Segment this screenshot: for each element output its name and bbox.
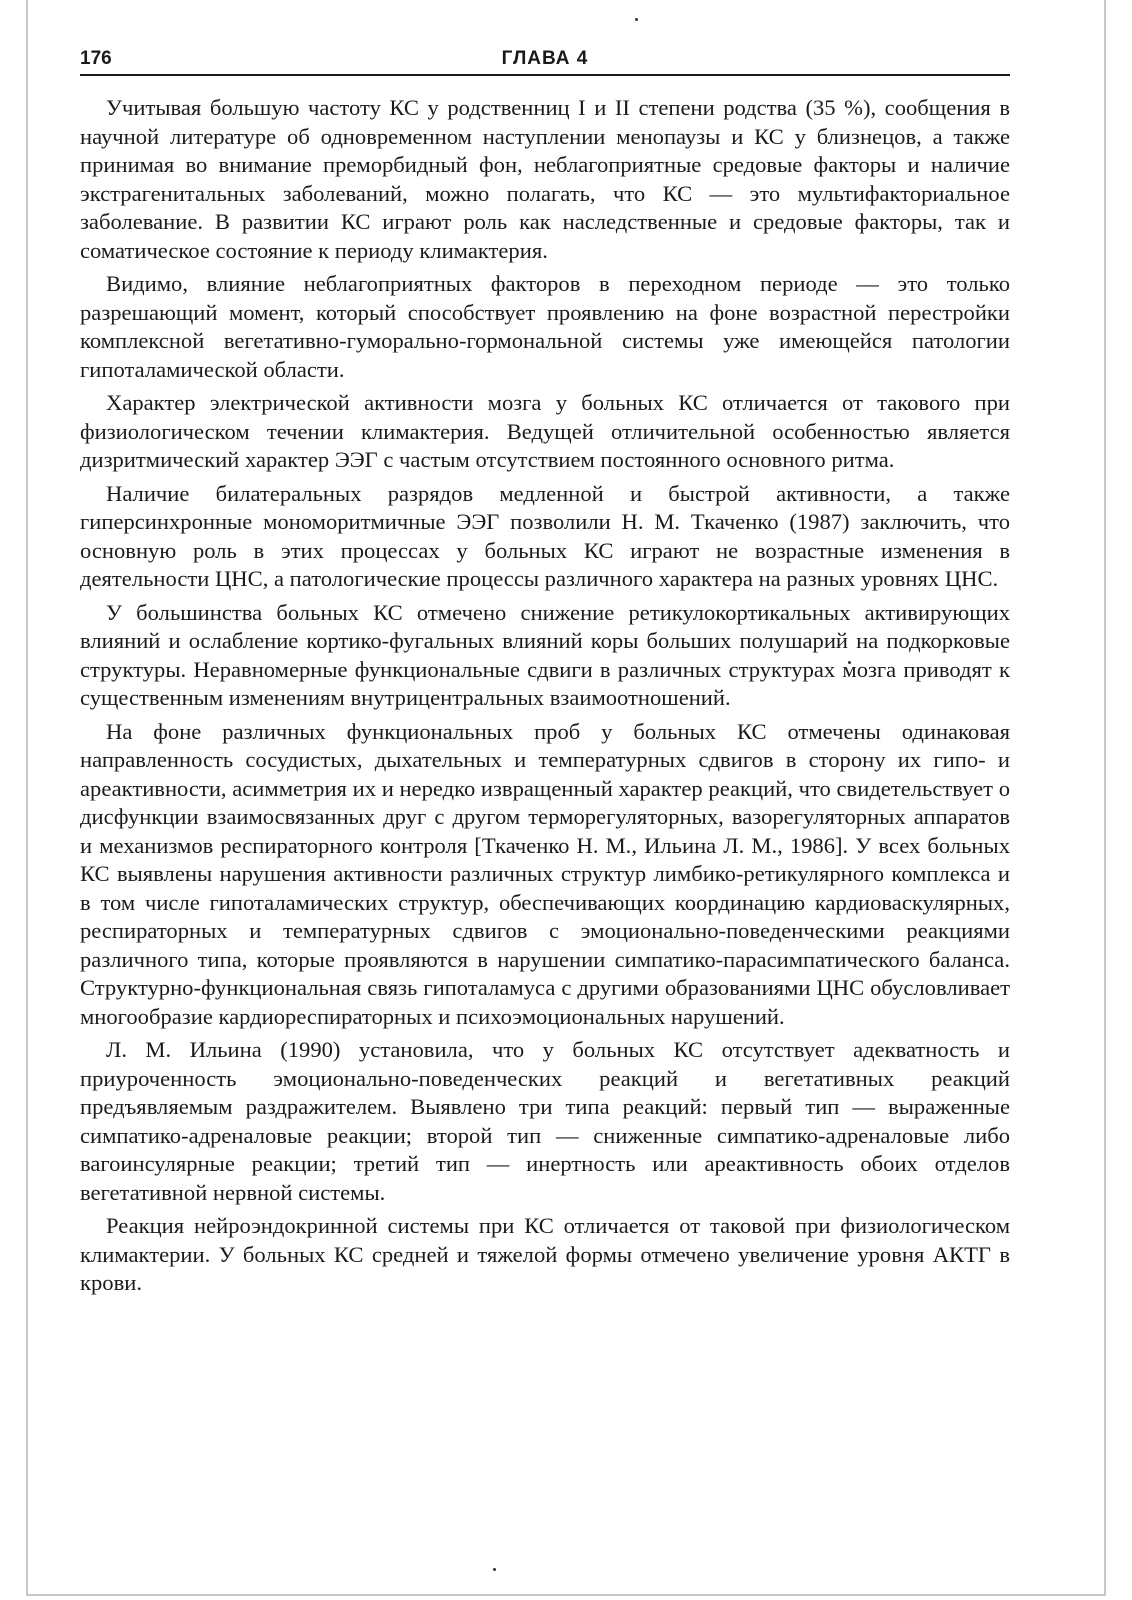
paragraph: Реакция нейроэндокринной системы при КС отличается от таковой при физиологическом климактерии. У больных КС средней и тяжелой формы отмечено увеличение уровня АКТГ в крови. (80, 1213, 1010, 1295)
scan-speck (493, 1568, 496, 1571)
paragraph: Учитывая большую частоту КС у родственниц I и II степени родства (35 %), сообщения в научной литературе об одновременном наступлении менопаузы и КС у близнецов, а также принимая во внимание преморбидный фон, неблагоприятные средовые факторы и наличие экстрагенитальных заболеваний, можно полагать, что КС — это мультифакториальное заболевание. В развитии КС играют роль как наследственные и средовые факторы, так и соматическое состояние к периоду климактерия. (80, 95, 1010, 263)
paragraph: На фоне различных функциональных проб у больных КС отмечены одинаковая направленность сосудистых, дыхательных и температурных сдвигов в сторону их гипо- и ареактивности, асимметрия их и нередко извращенный характер реакций, что свидетельствует о дисфункции взаимосвязанных друг с другом терморегуляторных, вазорегуляторных аппаратов и механизмов респираторного контроля [Ткаченко Н. М., Ильина Л. М., 1986]. У всех больных КС выявлены нарушения активности различных структур лимбико-ретикулярного комплекса и в том числе гипоталамических структур, обеспечивающих координацию кардиоваскулярных, респираторных и температурных сдвигов с эмоционально-поведенческими реакциями различного типа, которые проявляются в нарушении симпатико-парасимпатического баланса. Структурно-функциональная связь гипоталамуса с другими образованиями ЦНС обусловливает многообразие кардиореспираторных и психоэмоциональных нарушений. (80, 718, 1010, 1029)
paragraph: У большинства больных КС отмечено снижение ретикулокортикальных активирующих влияний и ослабление кортико-фугальных влияний коры больших полушарий на подкорковые структуры. Неравномерные функциональные сдвиги в различных структурах мозга приводят к существенным изменениям внутрицентральных взаимоотношений. (80, 599, 1010, 710)
chapter-title: ГЛАВА 4 (501, 48, 589, 69)
paragraph: Характер электрической активности мозга у больных КС отличается от такового при физиологическом течении климактерия. Ведущей отличительной особенностью является дизритмический характер ЭЭГ с частым отсутствием постоянного основного ритма. (80, 390, 1010, 472)
running-header (80, 48, 1010, 76)
body-text (80, 94, 1010, 1303)
page-number: 176 (80, 48, 112, 69)
paragraph: Наличие билатеральных разрядов медленной и быстрой активности, а также гиперсинхронные мономоритмичные ЭЭГ позволили Н. М. Ткаченко (1987) заключить, что основную роль в этих процессах у больных КС играют не возрастные изменения в деятельности ЦНС, а патологические процессы различного характера на разных уровнях ЦНС. (80, 480, 1010, 591)
scan-speck (635, 18, 638, 21)
paragraph: Видимо, влияние неблагоприятных факторов в переходном периоде — это только разрешающий момент, который способствует проявлению на фоне возрастной перестройки комплексной вегетативно-гуморально-гормональной системы уже имеющейся патологии гипоталамической области. (80, 271, 1010, 382)
paragraph: Л. М. Ильина (1990) установила, что у больных КС отсутствует адекватность и приуроченность эмоционально-поведенческих реакций и вегетативных реакций предъявляемым раздражителем. Выявлено три типа реакций: первый тип — выраженные симпатико-адреналовые реакции; второй тип — сниженные симпатико-адреналовые либо вагоинсулярные реакции; третий тип — инертность или ареактивность обоих отделов вегетативной нервной системы. (80, 1037, 1010, 1205)
